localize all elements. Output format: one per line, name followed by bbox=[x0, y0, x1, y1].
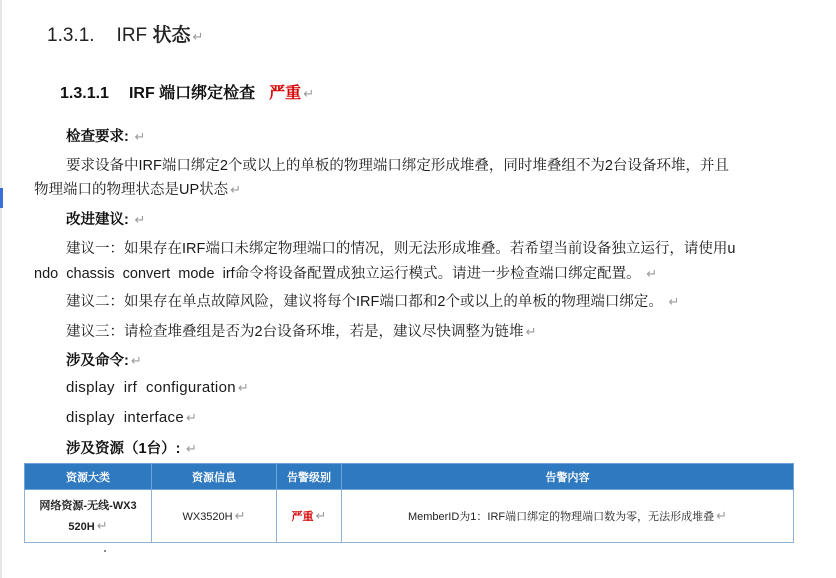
section-heading bbox=[47, 20, 203, 47]
commands-label: 涉及命令: ↵ bbox=[66, 353, 142, 369]
alarm-content-cell: MemberID为1：IRF端口绑定的物理端口数为零，无法形成堆叠 ↵ bbox=[342, 490, 794, 543]
suggestion-1-line2: ndo chassis convert mode irf命令将设备配置成独立运行模式。请进一步检查端口绑定配置。 ↵ bbox=[34, 266, 658, 282]
alarm-level-cell: 严重 ↵ bbox=[277, 490, 342, 543]
subsection-title: IRF 端口绑定检查 bbox=[128, 85, 256, 102]
suggestion-1-line1: 建议一：如果存在IRF端口未绑定物理端口的情况，则无法形成堆叠。若希望当前设备独立运行，请使用u bbox=[66, 241, 736, 257]
section-title-prefix: IRF bbox=[116, 25, 153, 46]
header-resource-category: 资源大类 bbox=[25, 464, 152, 490]
resources-table bbox=[24, 463, 794, 543]
section-title-bold: 状态 bbox=[152, 25, 191, 46]
check-requirement-line2: 物理端口的物理状态是UP状态 ↵ bbox=[34, 182, 242, 198]
paragraph-mark: ↵ bbox=[192, 29, 204, 44]
stray-dot bbox=[104, 550, 106, 552]
resource-category-cell: 网络资源-无线-WX3 520H ↵ bbox=[25, 490, 152, 543]
paragraph-mark: ↵ bbox=[303, 86, 315, 101]
subsection-heading bbox=[60, 80, 314, 103]
header-resource-info: 资源信息 bbox=[152, 464, 277, 490]
header-alarm-content: 告警内容 bbox=[342, 464, 794, 490]
page-margin-line bbox=[0, 0, 2, 578]
improvement-label: 改进建议: ↵ bbox=[66, 212, 146, 228]
command-irf-configuration: display irf configuration ↵ bbox=[66, 379, 250, 396]
navigation-marker bbox=[0, 188, 3, 208]
severity-label: 严重 bbox=[269, 85, 302, 102]
subsection-number: 1.3.1.1 bbox=[60, 85, 109, 102]
command-interface: display interface ↵ bbox=[66, 409, 198, 426]
section-number: 1.3.1. bbox=[47, 25, 95, 46]
header-alarm-level: 告警级别 bbox=[277, 464, 342, 490]
resource-info-cell: WX3520H ↵ bbox=[152, 490, 277, 543]
table-header-row bbox=[25, 464, 794, 490]
table-row bbox=[25, 490, 794, 543]
suggestion-3: 建议三：请检查堆叠组是否为2台设备环堆，若是，建议尽快调整为链堆 ↵ bbox=[66, 324, 537, 340]
check-requirement-label: 检查要求: ↵ bbox=[66, 129, 146, 145]
resources-label: 涉及资源（1台）: ↵ bbox=[66, 441, 197, 457]
check-requirement-line1: 要求设备中IRF端口绑定2个或以上的单板的物理端口绑定形成堆叠，同时堆叠组不为2台设备环堆，并且 bbox=[66, 158, 729, 174]
suggestion-2: 建议二：如果存在单点故障风险，建议将每个IRF端口都和2个或以上的单板的物理端口绑定。 ↵ bbox=[66, 294, 680, 310]
